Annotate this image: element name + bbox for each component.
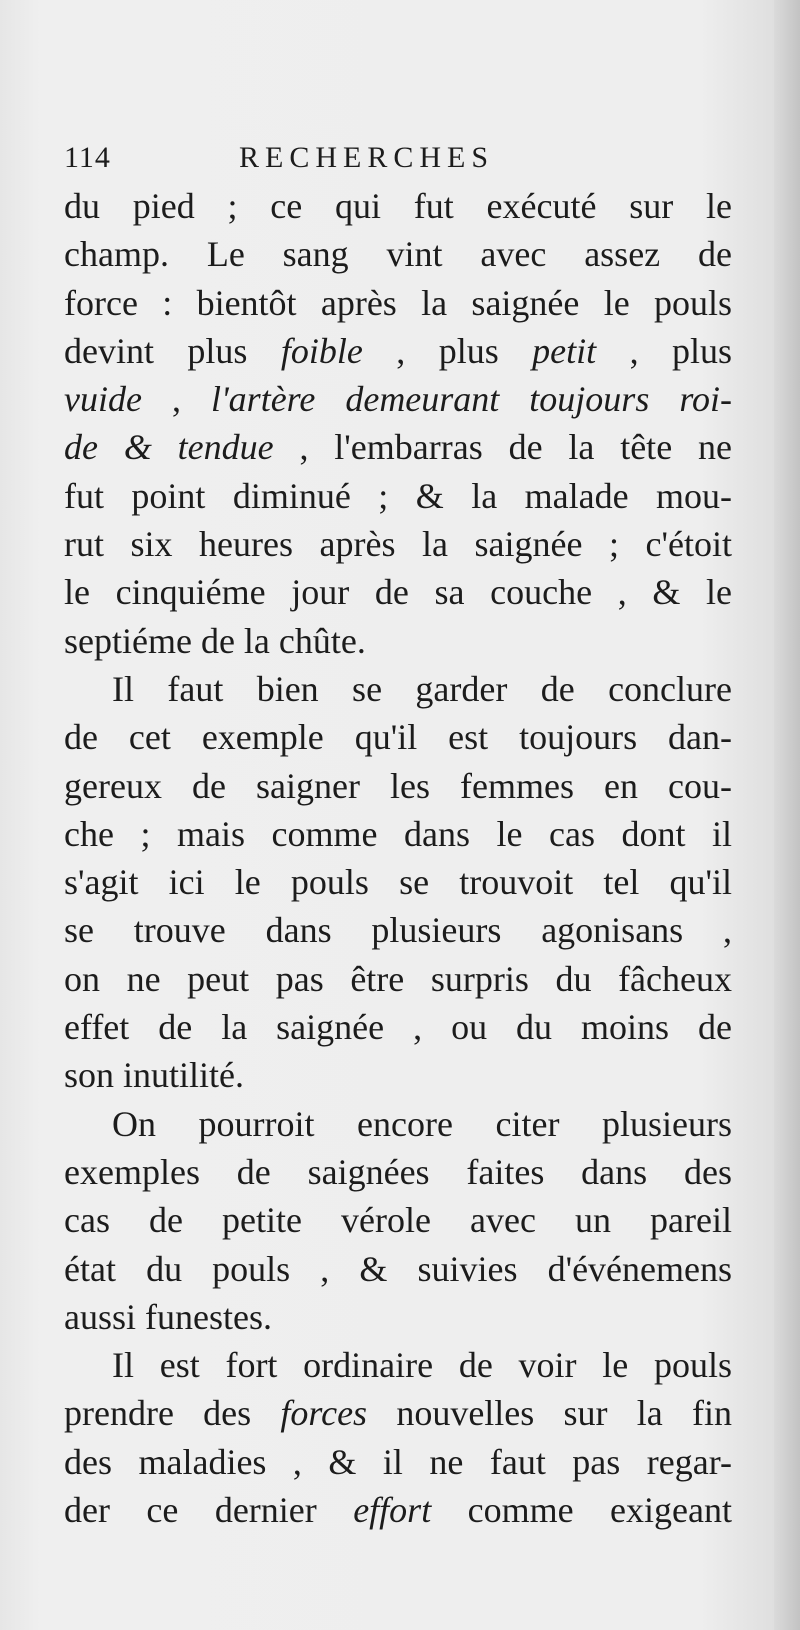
text-line: de & tendue , l'embarras de la tête ne bbox=[64, 427, 732, 468]
text-line: le cinquiéme jour de sa couche , & le bbox=[64, 572, 732, 613]
italic-text: petit bbox=[532, 330, 597, 371]
text-line: gereux de saigner les femmes en cou- bbox=[64, 765, 732, 806]
body-text bbox=[64, 182, 732, 1534]
italic-text: forces bbox=[280, 1393, 368, 1434]
text-line: rut six heures après la saignée ; c'étoit bbox=[64, 524, 732, 565]
text-line: devint plus foible , plus petit , plus bbox=[64, 330, 733, 371]
text-line: On pourroit encore citer plusieurs bbox=[112, 1103, 732, 1144]
text-line: état du pouls , & suivies d'événemens bbox=[64, 1248, 732, 1289]
text-line: son inutilité. bbox=[64, 1055, 244, 1096]
text-line: exemples de saignées faites dans des bbox=[64, 1151, 732, 1192]
text-line: fut point diminué ; & la malade mou- bbox=[64, 475, 732, 516]
text-line: prendre des forces nouvelles sur la fin bbox=[64, 1393, 732, 1434]
text-line: se trouve dans plusieurs agonisans , bbox=[64, 910, 732, 951]
paragraph bbox=[64, 1341, 732, 1534]
italic-text: vuide bbox=[64, 379, 142, 420]
text-line: septiéme de la chûte. bbox=[64, 620, 366, 661]
italic-text: foible bbox=[280, 330, 363, 371]
text-line: Il faut bien se garder de conclure bbox=[112, 668, 732, 709]
text-line: der ce dernier effort comme exigeant bbox=[64, 1490, 732, 1531]
text-line: s'agit ici le pouls se trouvoit tel qu'il bbox=[64, 862, 732, 903]
text-line: force : bientôt après la saignée le pouls bbox=[64, 282, 732, 323]
text-line: che ; mais comme dans le cas dont il bbox=[64, 813, 732, 854]
italic-text: effort bbox=[353, 1490, 432, 1531]
text-line: on ne peut pas être surpris du fâcheux bbox=[64, 958, 732, 999]
paragraph bbox=[64, 665, 732, 1100]
text-line: de cet exemple qu'il est toujours dan- bbox=[64, 717, 732, 758]
text-line: Il est fort ordinaire de voir le pouls bbox=[112, 1345, 732, 1386]
paragraph bbox=[64, 182, 732, 665]
page-gutter-shadow bbox=[774, 0, 800, 1630]
italic-text: de & tendue bbox=[64, 427, 274, 468]
text-line: effet de la saignée , ou du moins de bbox=[64, 1007, 732, 1048]
text-line: vuide , l'artère demeurant toujours roi- bbox=[64, 379, 733, 420]
italic-text: l'artère demeurant toujours roi- bbox=[210, 379, 733, 420]
text-line: des maladies , & il ne faut pas regar- bbox=[64, 1441, 732, 1482]
text-line: aussi funestes. bbox=[64, 1296, 272, 1337]
text-line: du pied ; ce qui fut exécuté sur le bbox=[64, 186, 732, 226]
running-title: RECHERCHES bbox=[239, 141, 495, 174]
text-line: cas de petite vérole avec un pareil bbox=[64, 1200, 732, 1241]
text-line: champ. Le sang vint avec assez de bbox=[64, 234, 732, 275]
page-number: 114 bbox=[64, 141, 111, 174]
paragraph bbox=[64, 1100, 732, 1341]
